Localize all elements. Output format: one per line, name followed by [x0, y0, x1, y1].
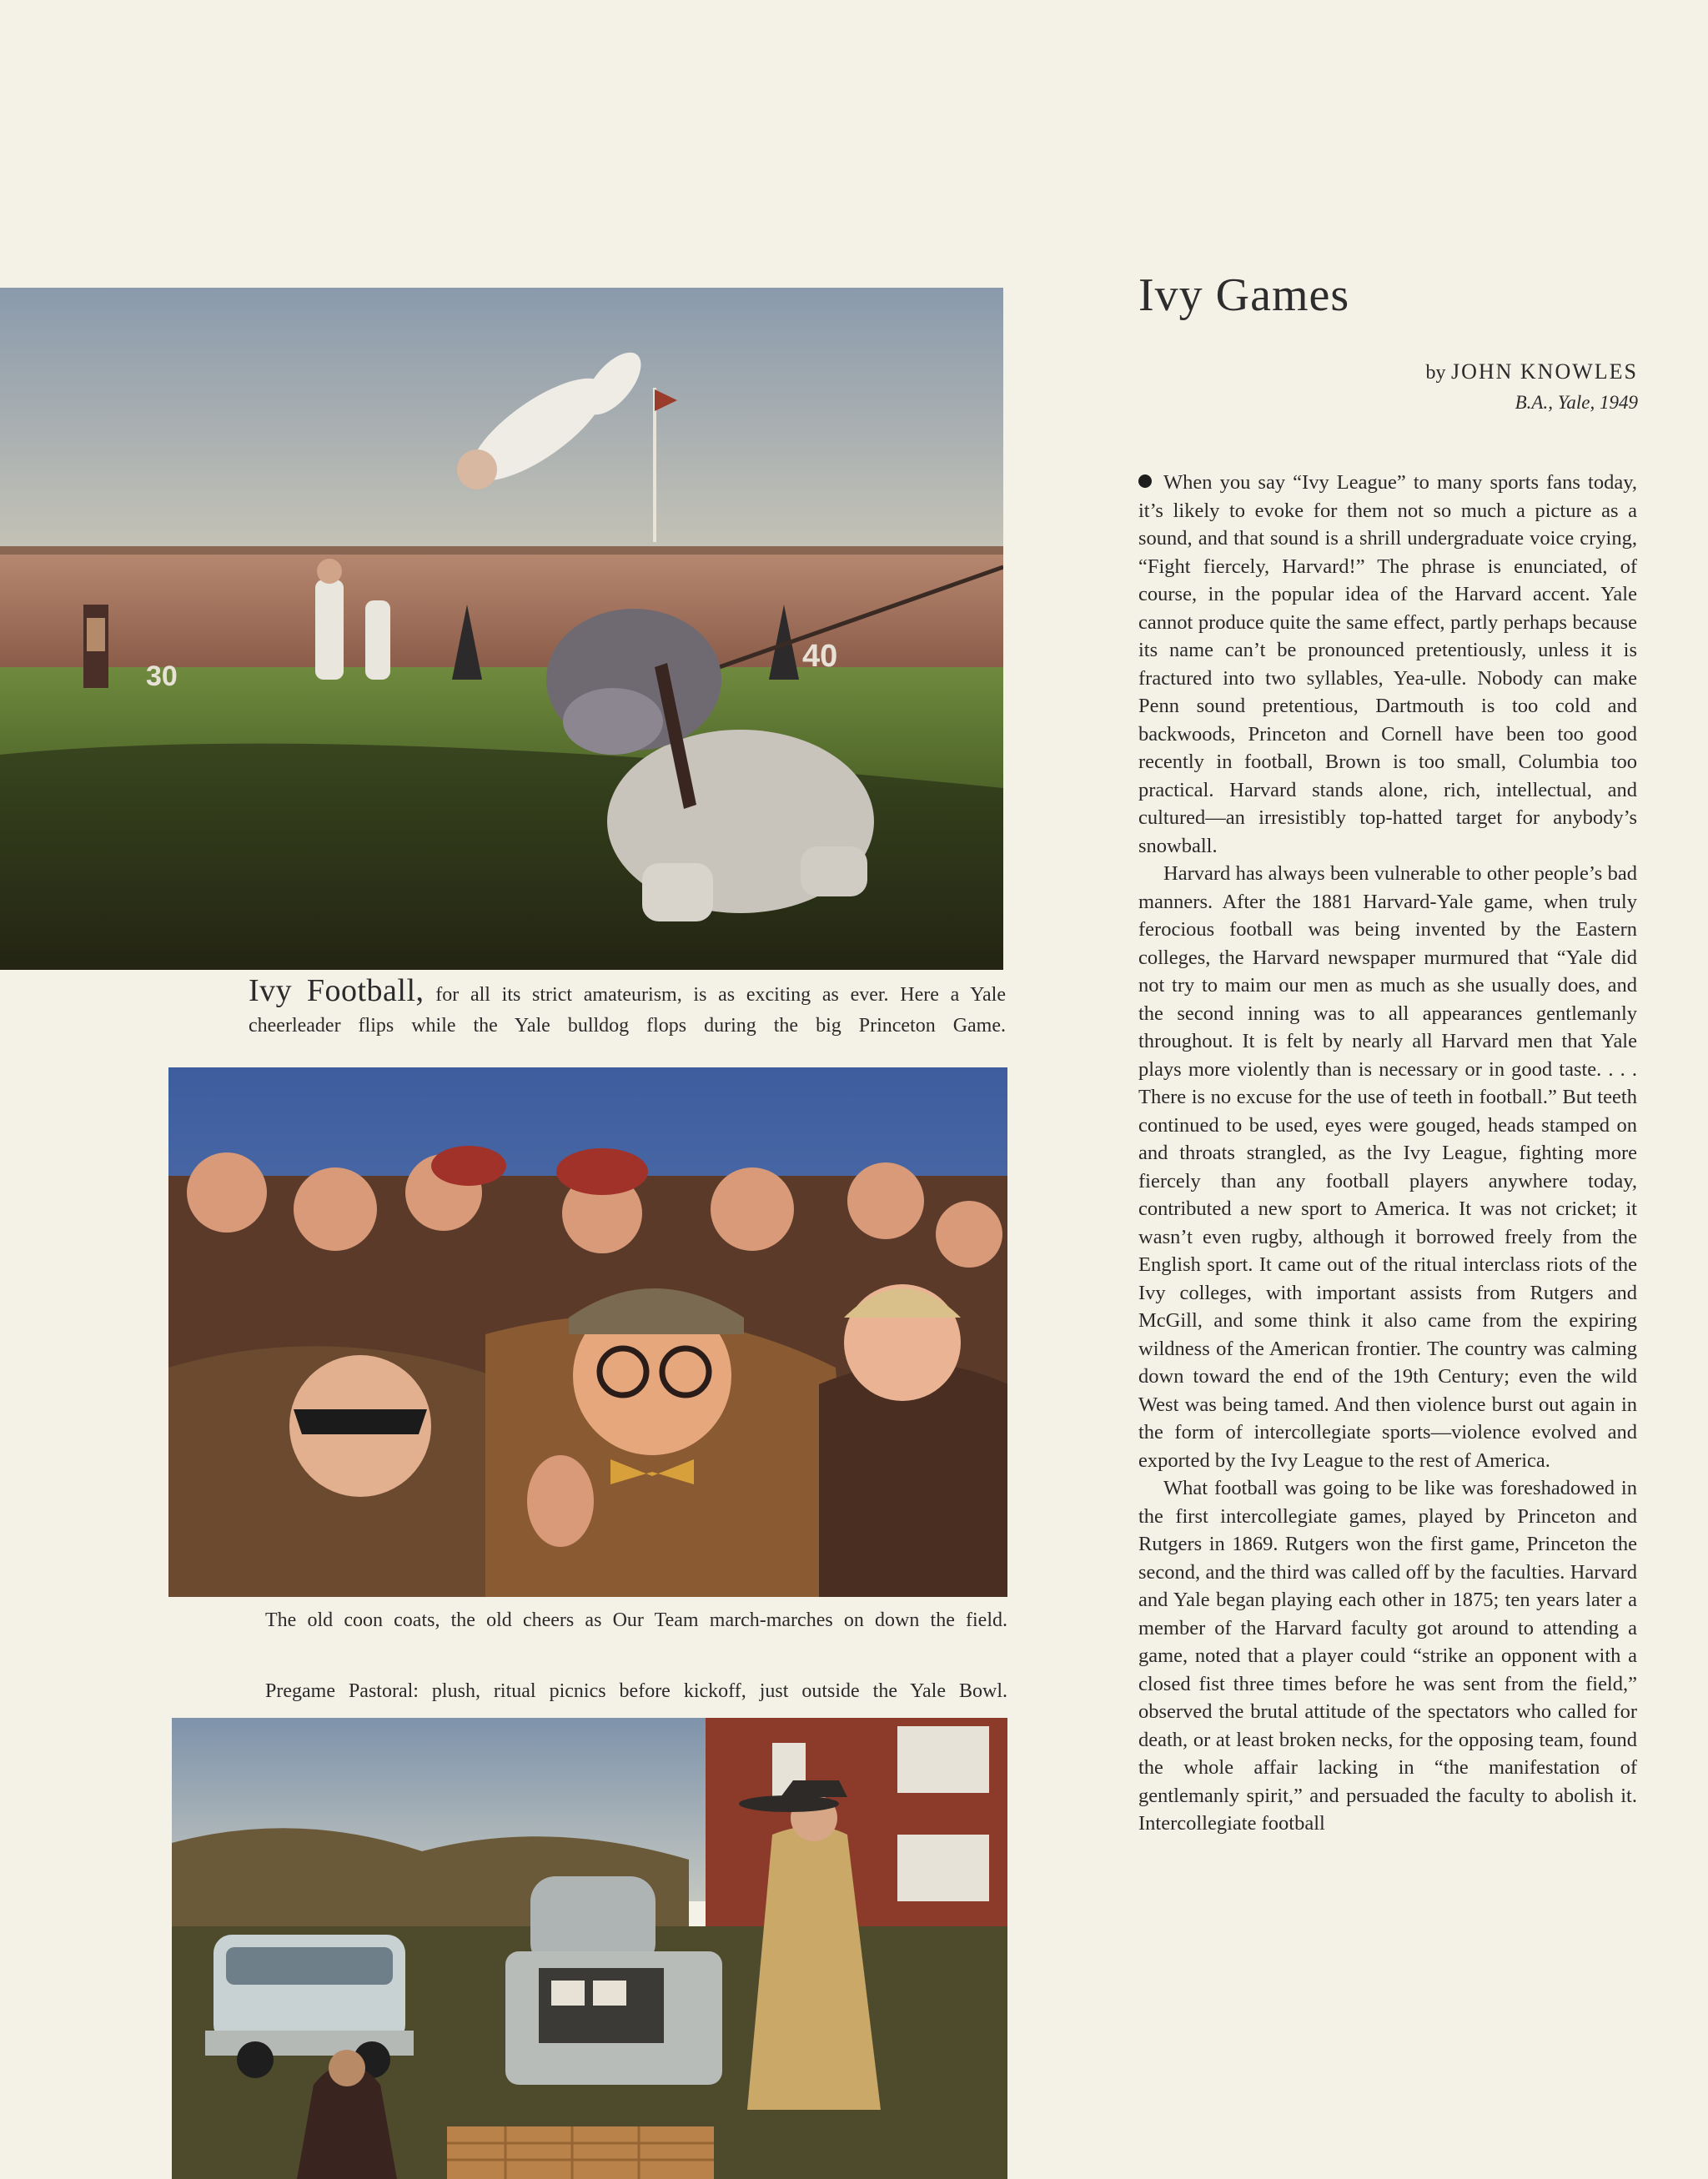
- football-photo: [0, 288, 1003, 970]
- caption-text: for all its strict amateurism, is as exciting as ever. Here a Yale cheerleader flips while the Yale bulldog flops during the big Princeton Game.: [249, 984, 1006, 1037]
- article-paragraph: [1138, 469, 1637, 860]
- author-credential: B.A., Yale, 1949: [1515, 392, 1638, 413]
- paragraph-text: When you say “Ivy League” to many sports fans today, it’s likely to evoke for them not so much a picture as a sound, and that sound is a shrill undergraduate voice crying, “Fight fiercely, Harvard!” The phrase is enunciated, of course, in the popular idea of the Harvard accent. Yale cannot produce quite the same effect, partly perhaps because its name can’t be pronounced pretentiously, unless it is fractured into two syllables, Yea-ulle. Nobody can make Penn sound pretentious, Dartmouth is too cold and backwoods, Princeton and Cornell have been too good recently in football, Brown is too small, Columbia too practical. Harvard stands alone, rich, intellectual, and cultured—an irresistibly top-hatted target for anybody’s snowball.: [1138, 471, 1637, 857]
- author-name: JOHN KNOWLES: [1450, 359, 1638, 384]
- football-photo-caption: [249, 973, 1006, 1042]
- article-body: [1138, 469, 1637, 1838]
- caption-lead: Ivy Football,: [249, 973, 424, 1008]
- byline: [1425, 357, 1638, 418]
- crowd-photo-caption: The old coon coats, the old cheers as Our Team march-marches on down the field.: [265, 1609, 1007, 1631]
- article-title: Ivy Games: [1138, 269, 1350, 321]
- crowd-photo: [168, 1067, 1007, 1597]
- yard-marker-40: 40: [802, 639, 838, 674]
- article-paragraph: Harvard has always been vulnerable to other people’s bad manners. After the 1881 Harvard-Yale game, when truly ferocious football was being invented by the Eastern colleges, the Harvard newspaper murmured that “Yale did not try to maim our men as much as she usually does, and the second inning was to all appearances gentlemanly throughout. It is felt by nearly all Harvard men that Yale plays more violently than is necessary or in good taste. . . . There is no excuse for the use of teeth in football.” But teeth continued to be used, eyes were gouged, heads stamped on and throats strangled, as the Ivy League, fighting more fiercely than any football players anywhere today, contributed a new sport to America. It was not cricket; it wasn’t even rugby, although it borrowed freely from the English sport. It came out of the ritual interclass riots of the Ivy colleges, with important assists from Rutgers and McGill, and some think it also came from the expiring wildness of the American frontier. The country was calming down toward the end of the 19th Century; even the wild West was being tamed. And then violence burst out again in the form of intercollegiate sports—violence evolved and exported by the Ivy League to the rest of America.: [1138, 862, 1637, 1472]
- article-paragraph: What football was going to be like was foreshadowed in the first intercollegiate games, played by Princeton and Rutgers in 1869. Rutgers won the first game, Princeton the second, and the third was called off by the faculties. Harvard and Yale began playing each other in 1875; ten years later a member of the Harvard faculty got around to attending a game, noted that a player could “strike an opponent with a closed fist three times before he was sent from the field,” observed the brutal attitude of the spectators who called for death, or at least broken necks, for the opposing team, found the whole affair lacking in “the manifestation of gentlemanly spirit,” and persuaded the faculty to abolish it. Intercollegiate football: [1138, 1477, 1637, 1835]
- picnic-photo: [172, 1718, 1007, 2179]
- bullet-icon: [1138, 474, 1152, 488]
- yard-marker-30: 30: [146, 660, 178, 692]
- byline-prefix: by: [1425, 362, 1446, 384]
- picnic-photo-caption: Pregame Pastoral: plush, ritual picnics before kickoff, just outside the Yale Bowl.: [265, 1680, 1007, 1702]
